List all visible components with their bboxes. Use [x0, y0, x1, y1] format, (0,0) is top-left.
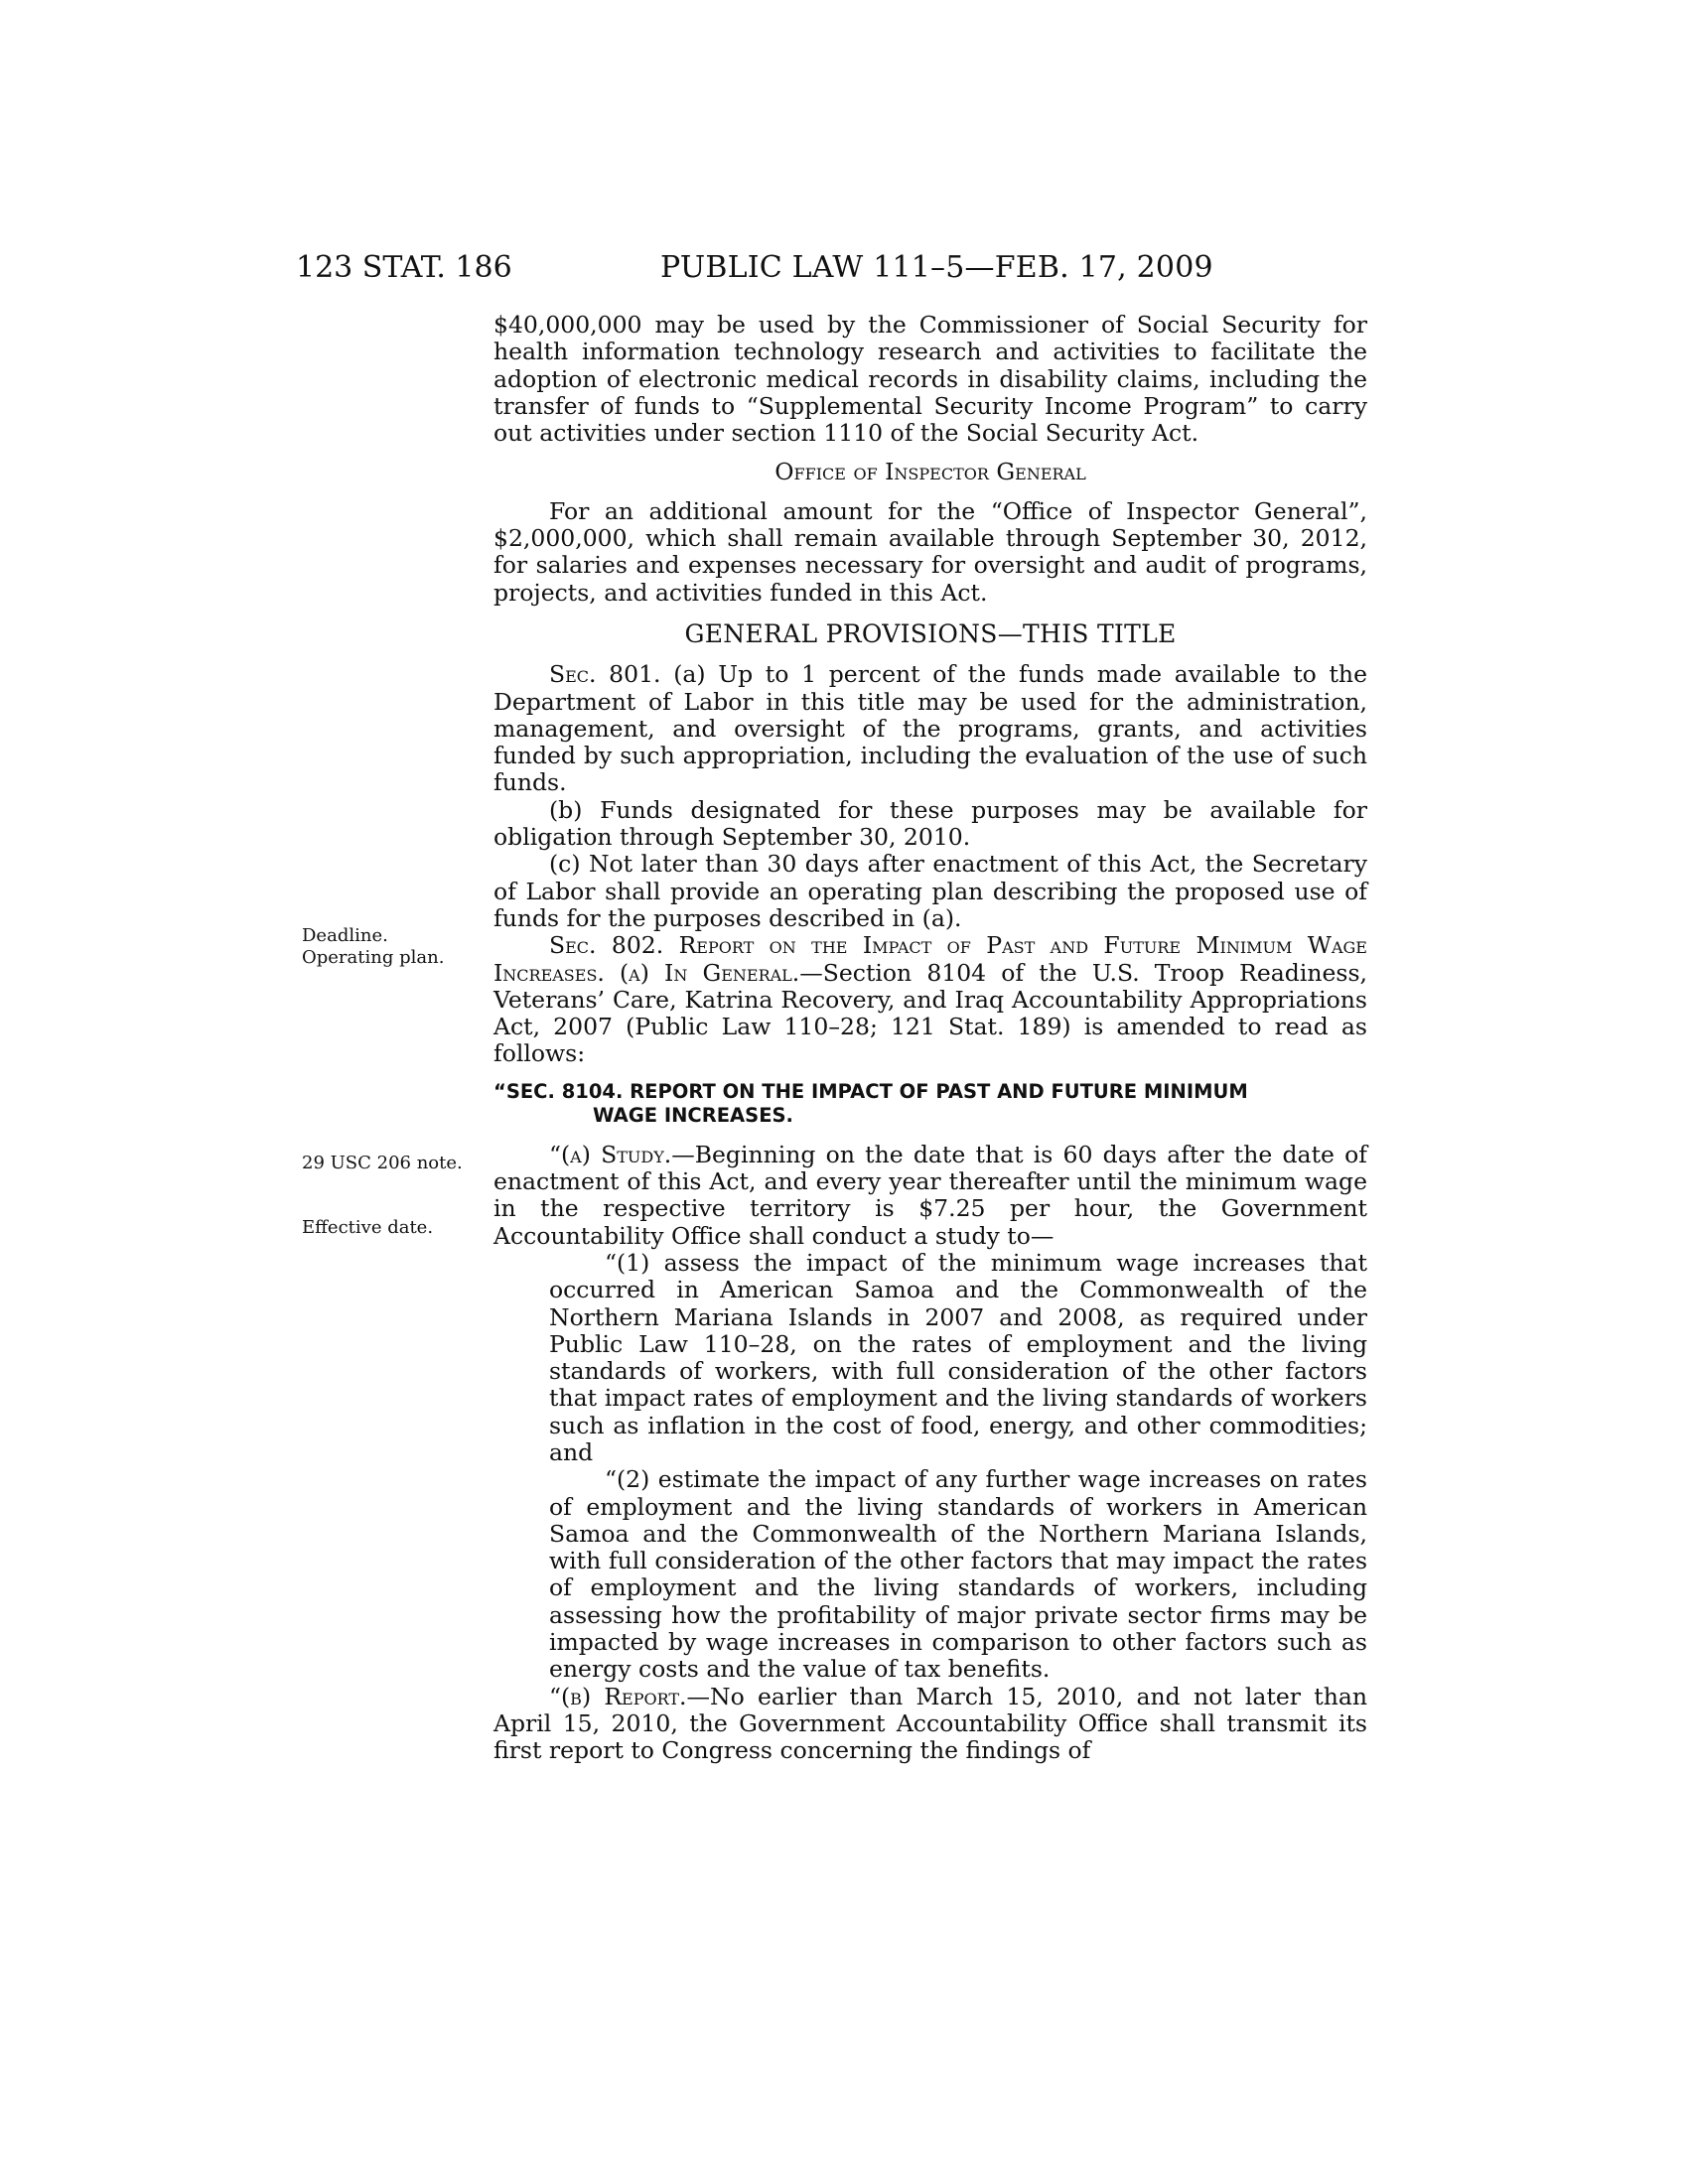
- sec-801-b-paragraph: (b) Funds designated for these purposes may be available for obligation through September 30, 2010.: [493, 795, 1367, 852]
- sec-801-a-text: (a) Up to 1 percent of the funds made available to the Department of Labor in this title may be used for the administration, management, and oversight of the programs, grants, and activities funded by such appropriation, including the evaluation of the use of such funds.: [493, 660, 1367, 797]
- sec-8104-heading: [493, 1080, 1367, 1128]
- report-label: “(b) Report.: [549, 1682, 687, 1710]
- report-text: —No earlier than March 15, 2010, and not later than April 15, 2010, the Government Accountability Office shall transmit its first report to Congress concerning the findings of: [493, 1682, 1367, 1765]
- sec-802-title: Report on the Impact of Past and Future Minimum Wage Increases.: [493, 931, 1367, 987]
- margin-note-usc: 29 USC 206 note.: [302, 1153, 463, 1173]
- sec-802-label: Sec. 802.: [549, 931, 664, 960]
- sec-801-c-paragraph: (c) Not later than 30 days after enactment of this Act, the Secretary of Labor shall provide an operating plan describing the proposed use of funds for the purposes described in (a).: [493, 850, 1367, 932]
- intro-paragraph: $40,000,000 may be used by the Commissioner of Social Security for health information technology research and activities to facilitate the adoption of electronic medical records in disability claims, including the transfer of funds to “Supplemental Security Income Program” to carry out activities under section 1110 of the Social Security Act.: [493, 311, 1367, 448]
- operating-plan-note: Operating plan.: [302, 947, 445, 968]
- study-label: “(a) Study.: [549, 1140, 672, 1168]
- sec-801-label: Sec. 801.: [549, 660, 661, 689]
- sec-8104-heading-line1: “SEC. 8104. REPORT ON THE IMPACT OF PAST AND FUTURE MINIMUM: [493, 1079, 1248, 1103]
- oig-heading: Office of Inspector General: [774, 458, 1086, 486]
- stat-citation: 123 STAT. 186: [296, 250, 512, 285]
- sec-8104-heading-line2: WAGE INCREASES.: [593, 1103, 793, 1127]
- sec-802-a-text: —Section 8104 of the U.S. Troop Readiness, Veterans’ Care, Katrina Recovery, and Iraq Accountability Appropriations Act, 2007 (Public Law 110–28; 121 Stat. 189) is amended to read as follows:: [493, 958, 1367, 1068]
- oig-paragraph: For an additional amount for the “Office of Inspector General”, $2,000,000, which shall remain available through September 30, 2012, for salaries and expenses necessary for oversight and audit of programs, projects, and activities funded in this Act.: [493, 496, 1367, 607]
- report-paragraph: [493, 1684, 1367, 1765]
- deadline-note: Deadline.: [302, 925, 388, 946]
- study-text: —Beginning on the date that is 60 days after the date of enactment of this Act, and every year thereafter until the minimum wage in the respective territory is $7.25 per hour, the Government Accountability Office shall conduct a study to—: [493, 1140, 1367, 1250]
- margin-note-effective: Effective date.: [302, 1217, 434, 1238]
- margin-note-deadline: [302, 925, 481, 969]
- public-law-title: PUBLIC LAW 111–5—FEB. 17, 2009: [660, 250, 1213, 285]
- sec-802-paragraph: [493, 932, 1367, 1067]
- sec-801-a-paragraph: [493, 661, 1367, 796]
- sec-802-a-label: (a) In General.: [620, 958, 800, 987]
- item-2-paragraph: “(2) estimate the impact of any further wage increases on rates of employment and the living standards of workers in American Samoa and the Commonwealth of the Northern Mariana Islands, with full consideration of the other factors that may impact the rates of employment and the living standards of workers, including assessing how the profitability of major private sector firms may be impacted by wage increases in comparison to other factors such as energy costs and the value of tax benefits.: [549, 1465, 1367, 1684]
- general-provisions-heading: GENERAL PROVISIONS—THIS TITLE: [684, 618, 1177, 648]
- item-1-paragraph: “(1) assess the impact of the minimum wage increases that occurred in American Samoa and the Commonwealth of the Northern Mariana Islands in 2007 and 2008, as required under Public Law 110–28, on the rates of employment and the living standards of workers, with full consideration of the other factors that impact rates of employment and the living standards of workers such as inflation in the cost of food, energy, and other commodities; and: [549, 1248, 1367, 1466]
- body-text-column: [493, 312, 1367, 1765]
- study-paragraph: [493, 1142, 1367, 1250]
